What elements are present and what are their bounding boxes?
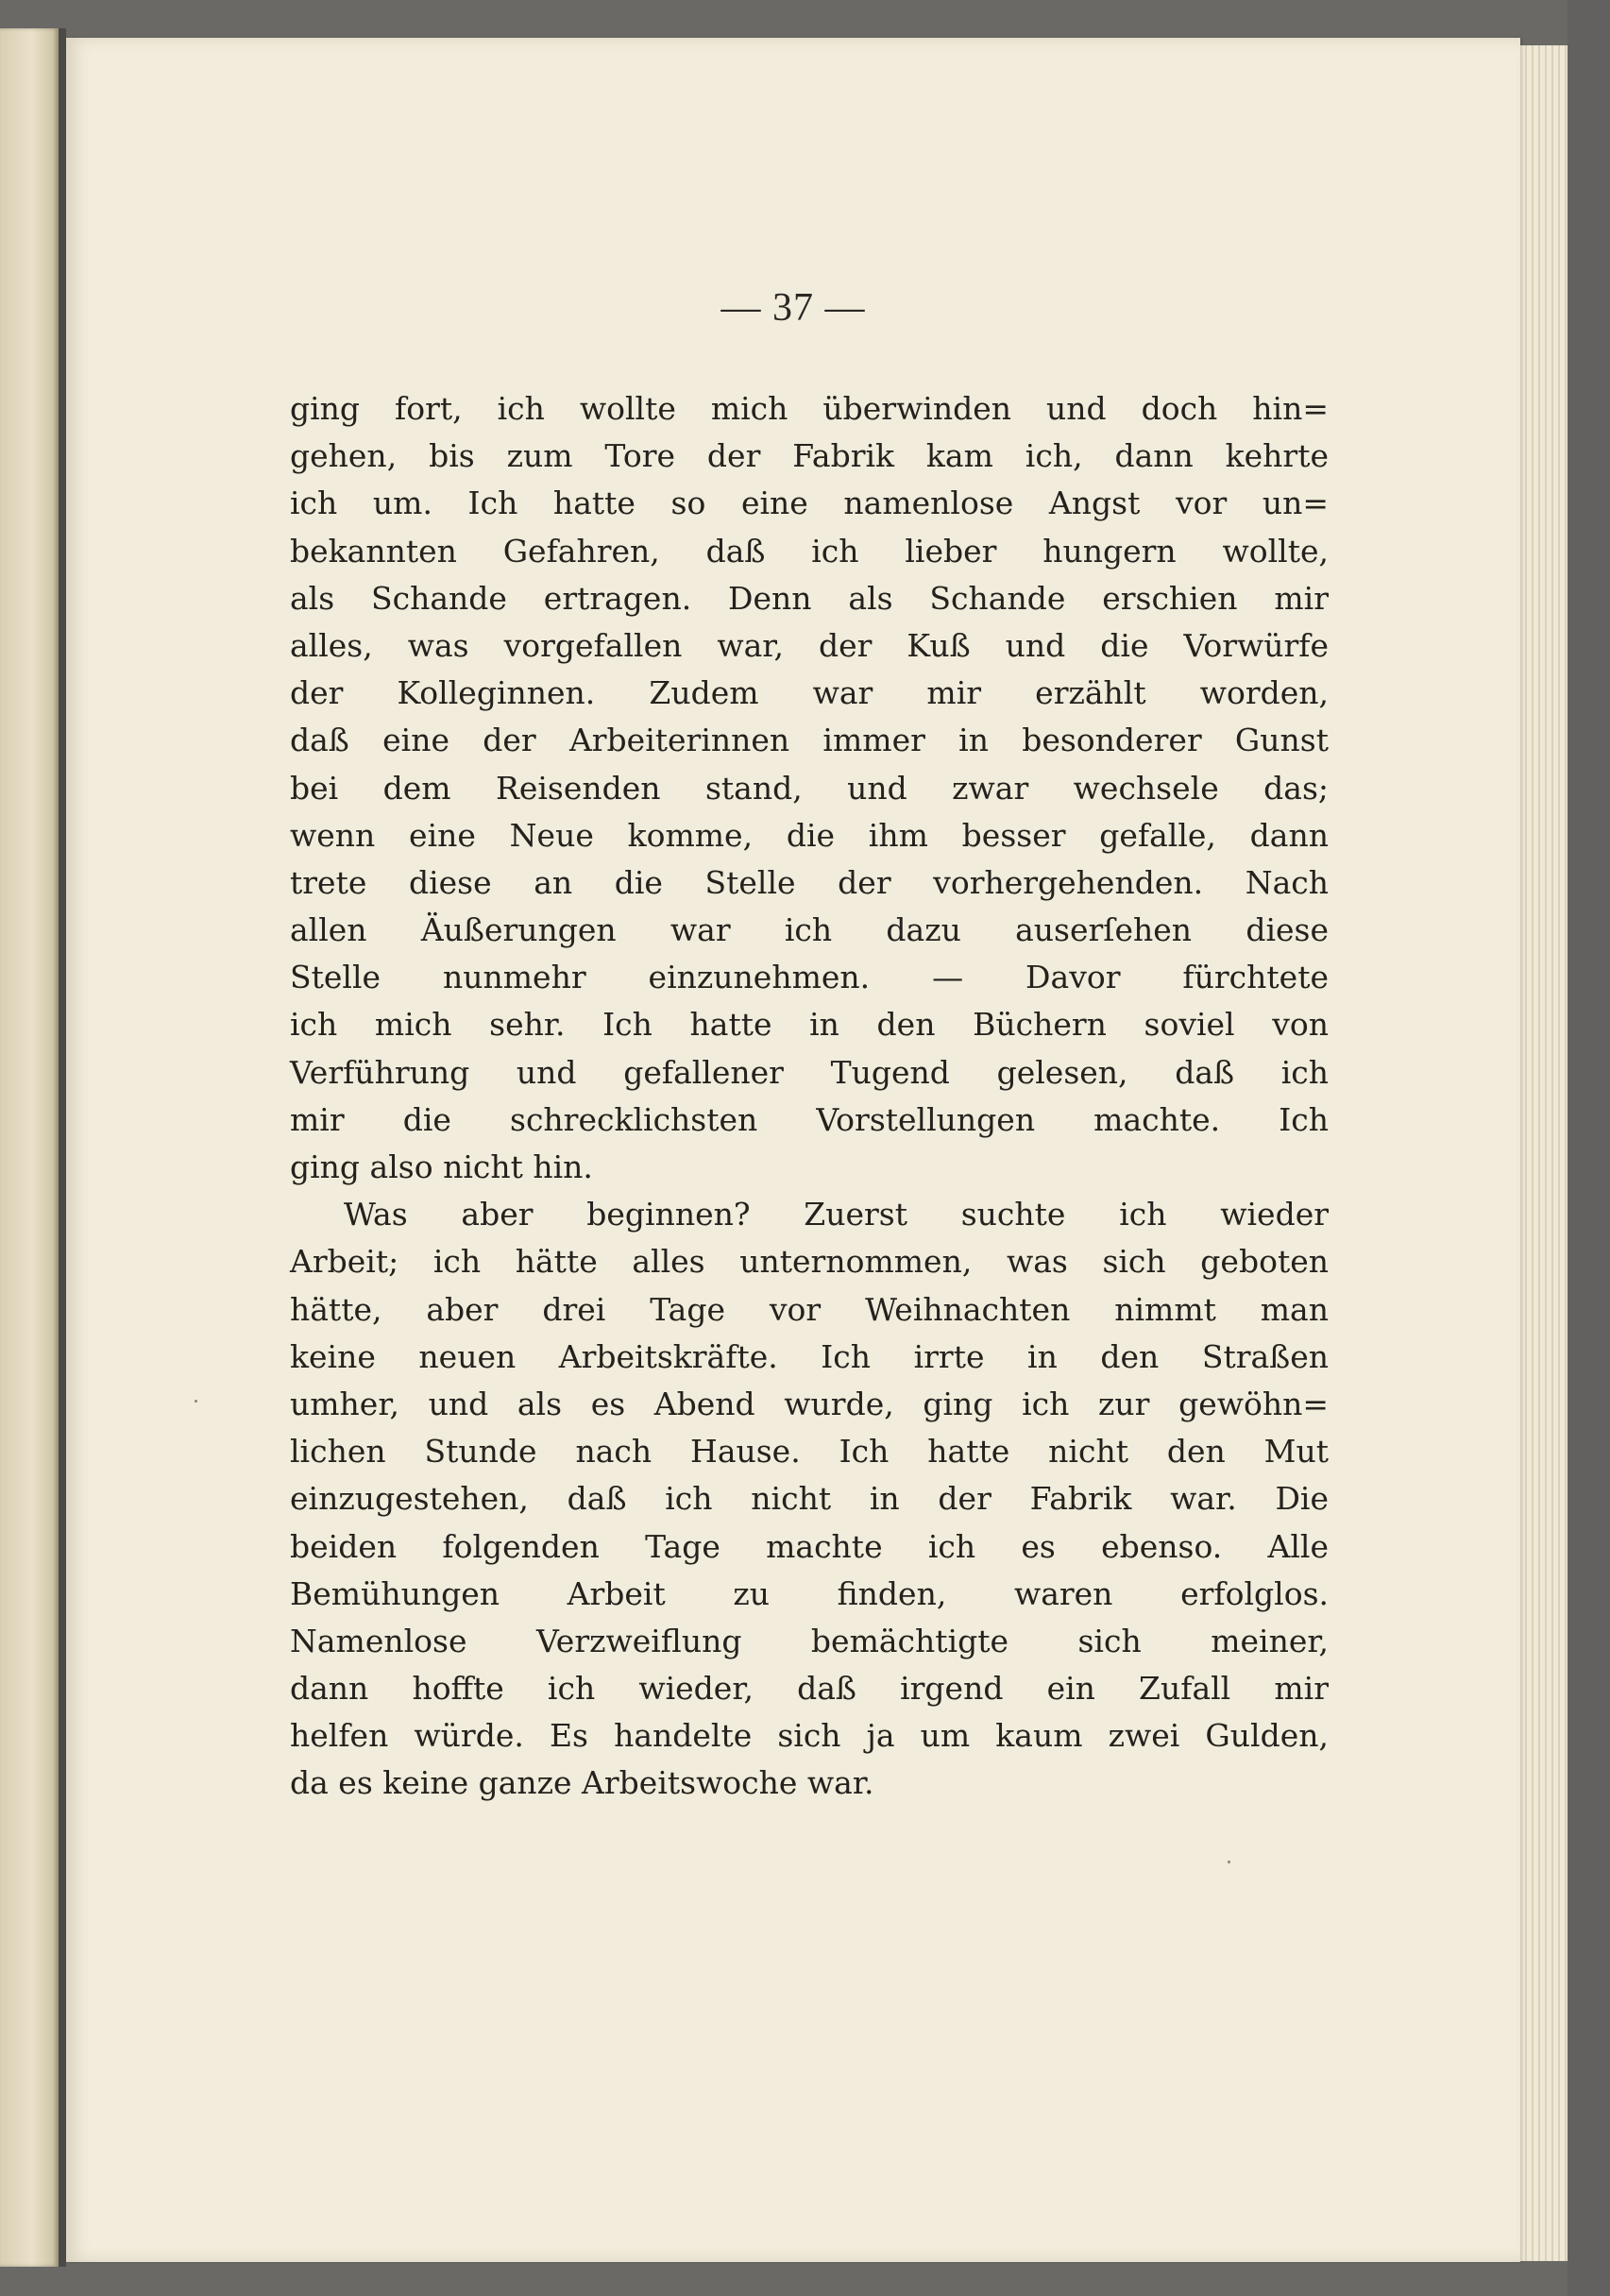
text-line: hätte, aber drei Tage vor Weihnachten nimmt man — [290, 1290, 1329, 1328]
text-line: keine neuen Arbeitskräfte. Ich irrte in den Straßen — [290, 1337, 1329, 1375]
page-number: — 37 — — [720, 286, 866, 330]
text-line: Verführung und gefallener Tugend gelesen, daß ich — [290, 1053, 1329, 1091]
text-line: beiden folgenden Tage machte ich es ebenso. Alle — [290, 1527, 1329, 1565]
text-line: dann hoffte ich wieder, daß irgend ein Zufall mir — [290, 1670, 1329, 1708]
text-line: helfen würde. Es handelte sich ja um kaum zwei Gulden, — [290, 1717, 1329, 1755]
paragraph-start-line: Was aber beginnen? Zuerst suchte ich wieder — [344, 1196, 1329, 1233]
text-line: lichen Stunde nach Hause. Ich hatte nicht den Mut — [290, 1433, 1329, 1471]
paper-speck — [195, 1400, 197, 1403]
text-line: als Schande ertragen. Denn als Schande erschien mir — [290, 579, 1329, 617]
paragraph-end-line: ging also nicht hin. — [290, 1148, 593, 1185]
paragraph-end-line: da es keine ganze Arbeitswoche war. — [290, 1764, 874, 1802]
text-line: Namenlose Verzweiflung bemächtigte sich meiner, — [290, 1622, 1329, 1659]
text-line: Bemühungen Arbeit zu finden, waren erfolglos. — [290, 1574, 1329, 1612]
text-line: wenn eine Neue komme, die ihm besser gefalle, dann — [290, 816, 1329, 854]
text-line: ging fort, ich wollte mich überwinden und doch hin= — [290, 390, 1329, 427]
text-line: daß eine der Arbeiterinnen immer in besonderer Gunst — [290, 722, 1329, 759]
book-page — [66, 38, 1520, 2262]
text-line: bei dem Reisenden stand, und zwar wechsele das; — [290, 769, 1329, 807]
text-line: gehen, bis zum Tore der Fabrik kam ich, dann kehrte — [290, 437, 1329, 475]
previous-page-edge — [0, 28, 59, 2267]
text-line: alles, was vorgefallen war, der Kuß und die Vorwürfe — [290, 626, 1329, 664]
text-line: umher, und als es Abend wurde, ging ich zur gewöhn= — [290, 1385, 1329, 1422]
text-line: Stelle nunmehr einzunehmen. — Davor fürchtete — [290, 959, 1329, 996]
text-line: allen Äußerungen war ich dazu auserſehen diese — [290, 911, 1329, 949]
body-text — [290, 385, 1329, 1808]
text-line: bekannten Gefahren, daß ich lieber hungern wollte, — [290, 532, 1329, 570]
text-line: mir die schrecklichsten Vorstellungen machte. Ich — [290, 1100, 1329, 1138]
text-line: ich um. Ich hatte so eine namenlose Angst vor un= — [290, 485, 1329, 522]
text-line: einzugestehen, daß ich nicht in der Fabrik war. Die — [290, 1480, 1329, 1518]
paper-speck — [1228, 1861, 1230, 1863]
book-gutter — [59, 28, 66, 2267]
text-line: Arbeit; ich hätte alles unternommen, was sich geboten — [290, 1243, 1329, 1281]
text-line: trete diese an die Stelle der vorhergehenden. Nach — [290, 863, 1329, 901]
text-line: ich mich sehr. Ich hatte in den Büchern soviel von — [290, 1006, 1329, 1044]
text-line: der Kolleginnen. Zudem war mir erzählt worden, — [290, 674, 1329, 712]
book-binding-bottom — [0, 2259, 1610, 2296]
book-binding-right — [1568, 0, 1610, 2296]
